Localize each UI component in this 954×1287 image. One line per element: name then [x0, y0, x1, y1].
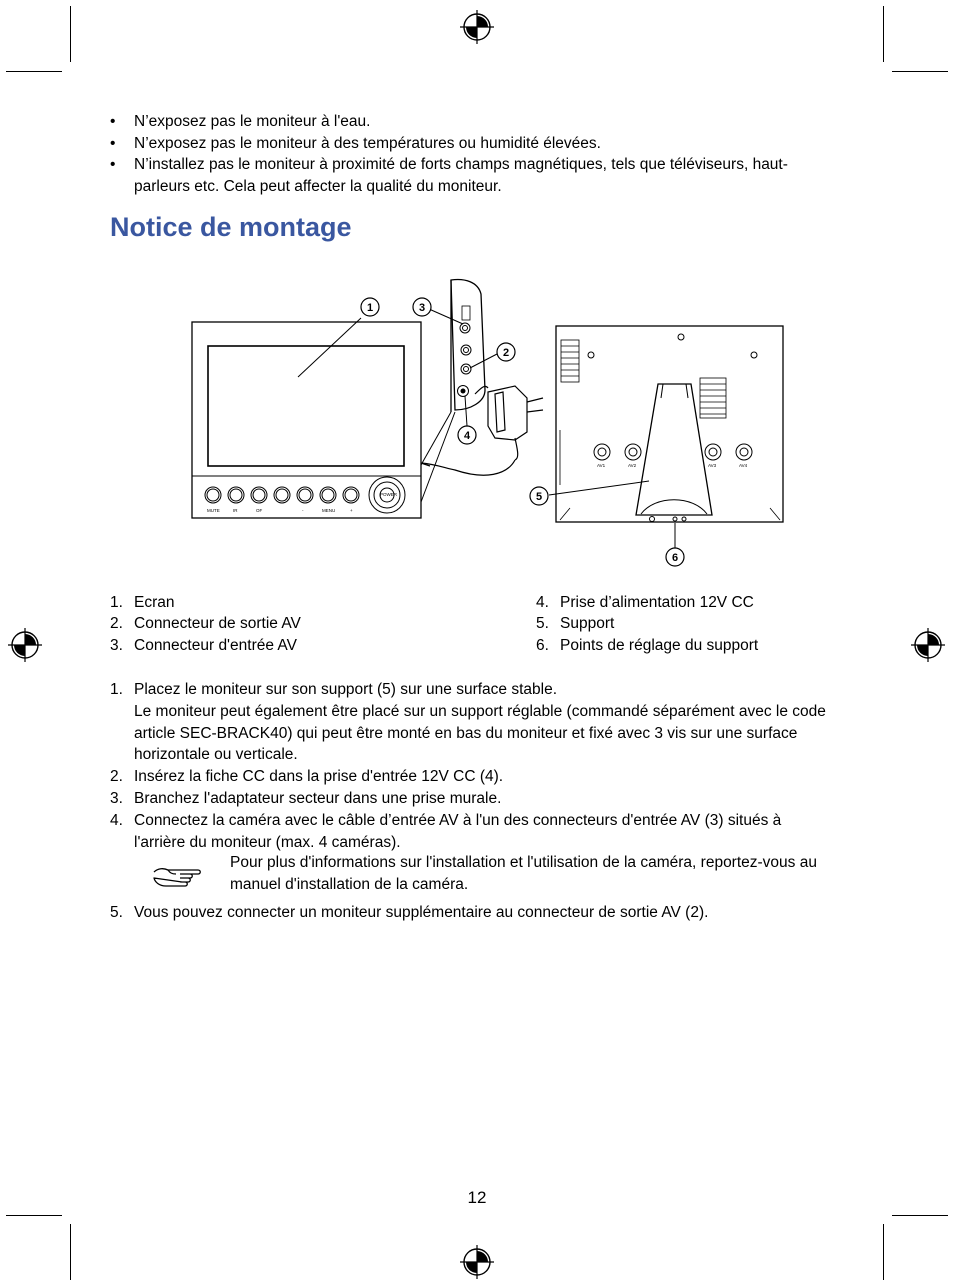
legend-label: Points de réglage du support [560, 637, 759, 654]
legend-label: Support [560, 615, 615, 632]
legend-label: Prise d’alimentation 12V CC [560, 594, 754, 611]
crop-mark [892, 71, 948, 72]
pointing-hand-icon [152, 864, 202, 890]
bullet-dot: • [110, 135, 116, 152]
assembly-diagram [185, 270, 795, 575]
step-extra-text: Le moniteur peut également être placé sur un support réglable (commandé séparément avec le code article SEC-BRACK40) qui peut être monté en bas du moniteur et fixé avec 3 vis sur une surface horizontale ou verticale. [134, 703, 826, 764]
step-text: Connectez la caméra avec le câble d’entrée AV à l'un des connecteurs d'entrée AV (3) situés à l'arrière du moniteur (max. 4 caméras). [134, 812, 782, 851]
note-text: Pour plus d'informations sur l'installation et l'utilisation de la caméra, reportez-vous au manuel d'installation de la caméra. [230, 854, 817, 893]
screen [208, 346, 404, 466]
legend-number: 2. [110, 615, 123, 632]
step-text: Vous pouvez connecter un moniteur supplémentaire au connecteur de sortie AV (2). [134, 904, 709, 921]
port-label: AV2 [628, 463, 637, 468]
crop-mark [6, 71, 62, 72]
registration-mark-icon [911, 628, 945, 662]
registration-mark-icon [460, 1245, 494, 1279]
step-text: Branchez l'adaptateur secteur dans une prise murale. [134, 790, 502, 807]
registration-mark-icon [8, 628, 42, 662]
bullet-text: N’installez pas le moniteur à proximité de forts champs magnétiques, tels que téléviseurs, haut-parleurs etc. Cela peut affecter la qualité du moniteur. [134, 156, 788, 195]
step-text: Placez le moniteur sur son support (5) sur une surface stable. [134, 681, 558, 698]
button-label: OF [256, 508, 263, 513]
step-number: 3. [110, 790, 123, 807]
port-label: AV1 [597, 463, 606, 468]
callout-number: 3 [418, 302, 426, 314]
monitor-back [556, 326, 783, 522]
crop-mark [6, 1215, 62, 1216]
port-label: AV3 [708, 463, 717, 468]
button-label: IR [233, 508, 238, 513]
support-stand [636, 384, 712, 515]
crop-mark [892, 1215, 948, 1216]
crop-mark [883, 1224, 884, 1280]
legend-label: Connecteur de sortie AV [134, 615, 301, 632]
crop-mark [70, 6, 71, 62]
callout-number: 5 [535, 491, 543, 503]
bullet-dot: • [110, 113, 116, 130]
callout-number: 6 [671, 552, 679, 564]
crop-mark [883, 6, 884, 62]
step-number: 1. [110, 681, 123, 698]
page-number: 12 [467, 1188, 487, 1207]
legend-label: Ecran [134, 594, 175, 611]
step-number: 4. [110, 812, 123, 829]
legend-number: 5. [536, 615, 549, 632]
button-label: - [302, 508, 304, 513]
callout-number: 4 [463, 430, 471, 442]
step-text: Insérez la fiche CC dans la prise d'entrée 12V CC (4). [134, 768, 504, 785]
power-label: POWER [380, 492, 398, 497]
legend-number: 6. [536, 637, 549, 654]
legend-number: 1. [110, 594, 123, 611]
button-label: MENU [322, 508, 336, 513]
registration-mark-icon [460, 10, 494, 44]
page-title: Notice de montage [110, 212, 352, 242]
port-label: AV4 [739, 463, 748, 468]
step-number: 2. [110, 768, 123, 785]
crop-mark [70, 1224, 71, 1280]
callout-number: 1 [366, 302, 374, 314]
bullet-text: N’exposez pas le moniteur à l'eau. [134, 113, 371, 130]
legend-number: 3. [110, 637, 123, 654]
button-label: + [350, 508, 353, 513]
button-label: MUTE [207, 508, 220, 513]
step-number: 5. [110, 904, 123, 921]
bullet-dot: • [110, 156, 116, 173]
legend-number: 4. [536, 594, 549, 611]
legend-label: Connecteur d'entrée AV [134, 637, 297, 654]
bullet-text: N’exposez pas le moniteur à des températures ou humidité élevées. [134, 135, 601, 152]
callout-number: 2 [502, 347, 510, 359]
monitor-front [192, 322, 421, 518]
